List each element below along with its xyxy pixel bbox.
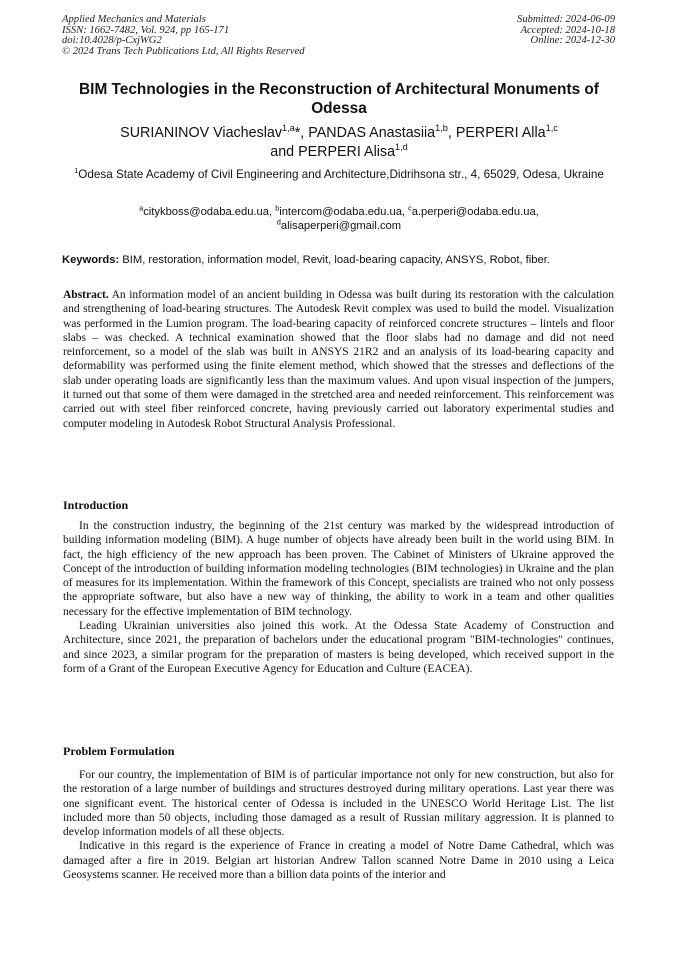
- copyright: © 2024 Trans Tech Publications Ltd, All Rights Reserved: [62, 45, 305, 57]
- author-separator: ,: [300, 125, 309, 141]
- journal-header-left: [62, 15, 305, 57]
- corresponding-star: *: [294, 125, 301, 141]
- abstract-paragraph: [63, 288, 614, 431]
- author-name: PERPERI Alla: [455, 125, 546, 141]
- author-name: PANDAS Anastasiia: [308, 125, 436, 141]
- affiliation: [60, 168, 618, 183]
- email-address: alisaperperi@gmail.com: [280, 220, 402, 232]
- keywords-label: Keywords:: [62, 254, 120, 266]
- paper-title: BIM Technologies in the Reconstruction of Architectural Monuments of Odessa: [79, 81, 599, 117]
- journal-name: Applied Mechanics and Materials: [62, 14, 206, 25]
- email-sup: c: [408, 204, 412, 213]
- accepted-date: Accepted: 2024-10-18: [520, 24, 615, 36]
- author-name: SURIANINOV Viacheslav: [120, 125, 282, 141]
- issn-volume: ISSN: 1662-7482, Vol. 924, pp 165-171: [62, 24, 230, 36]
- email-address: a.perperi@odaba.edu.ua,: [411, 206, 539, 218]
- journal-header-right: [517, 15, 615, 47]
- author-affil-sup: 1,c: [545, 123, 558, 134]
- section-heading-problem-formulation: Problem Formulation: [63, 744, 175, 758]
- body-paragraph: In the construction industry, the beginning of the 21st century was marked by the widespread introduction of building information modeling (BIM). A huge number of objects have already been built in the world using BIM. In fact, the high efficiency of the new approach has been proven. The Cabinet of Ministers of Ukraine approved the Concept of the introduction of building information modeling technologies (BIM technologies) in Ukraine and the plan of measures for its implementation. Within the framework of this Concept, specialists are trained who not only possess the appropriate software, but also have a new way of thinking, the ability to work in a team and other qualities necessary for the effective implementation of BIM technology.: [63, 520, 614, 618]
- body-paragraph: For our country, the implementation of BIM is of particular importance not only for new construction, but also for the restoration of a large number of buildings and structures destroyed during military operations. Last year there was one significant event. The historical center of Odessa is included in the UNESCO World Heritage List. The list included more than 50 objects, including those damaged as a result of Russian military aggression. It is planned to develop information models of all these objects.: [63, 769, 614, 839]
- email-address: citykboss@odaba.edu.ua,: [143, 206, 276, 218]
- abstract: [63, 288, 614, 431]
- submitted-date: Submitted: 2024-06-09: [517, 14, 615, 25]
- author-affil-sup: 1,b: [435, 123, 448, 134]
- doi: doi:10.4028/p-CxjWG2: [62, 35, 162, 47]
- author-name: PERPERI Alisa: [298, 144, 396, 160]
- section-heading-introduction: Introduction: [63, 498, 129, 512]
- affiliation-sup: 1: [74, 166, 79, 176]
- online-date: Online: 2024-12-30: [530, 35, 615, 47]
- email-sup: a: [139, 204, 144, 213]
- author-affil-sup: 1,d: [395, 142, 408, 153]
- email-address: intercom@odaba.edu.ua,: [279, 206, 409, 218]
- author-emails: [60, 205, 618, 233]
- abstract-text: An information model of an ancient building in Odessa was built during its restoration with the calculation and strengthening of load-bearing structures. The Autodesk Revit complex was used to build the model. Visualization was performed in the Lumion program. The load-bearing capacity of reinforced concrete structures – lintels and floor slabs – was checked. A technical examination showed that the floor slabs had no damage and did not need reinforcement, so a model of the slab was built in ANSYS 21R2 and an analysis of its load-bearing capacity and deformability was performed using the finite element method, which showed that the stresses and deflections of the slab under operating loads are significantly less than the maximum values. And upon visual inspection of the jumpers, it turned out that some of them were damaged in the stretched area and needed reinforcement. This reinforcement was carried out with steel fiber reinforced concrete, having previously carried out laboratory experimental studies and computer modeling in Autodesk Robot Structural Analysis Professional.: [63, 289, 614, 430]
- keywords: [62, 253, 622, 267]
- abstract-label: Abstract.: [63, 289, 109, 301]
- body-paragraph: Indicative in this regard is the experience of France in creating a model of Notre Dame Cathedral, which was damaged after a fire in 2019. Belgian art historian Andrew Tallon scanned Notre Dame in 2010 using a Leica Geosystems scanner. He received more than a billion data points of the interior and: [63, 840, 614, 881]
- author-and: and: [270, 144, 295, 160]
- problem-formulation-body: [63, 768, 614, 882]
- body-paragraph: Leading Ukrainian universities also joined this work. At the Odessa State Academy of Construction and Architecture, since 2021, the preparation of bachelors under the educational program "BIM-technologies" continues, and since 2023, a similar program for the preparation of masters is being developed, which received support in the form of a Grant of the European Executive Agency for Education and Culture (EACEA).: [63, 619, 614, 675]
- author-affil-sup: 1,a: [282, 123, 295, 134]
- author-separator: ,: [447, 125, 456, 141]
- introduction-body: [63, 519, 614, 676]
- keywords-text: BIM, restoration, information model, Revit, load-bearing capacity, ANSYS, Robot, fiber.: [119, 254, 550, 266]
- affiliation-text: Odesa State Academy of Civil Engineering and Architecture,Didrihsona str., 4, 65029, Odesa, Ukraine: [78, 168, 604, 181]
- author-list: [60, 124, 618, 162]
- email-sup: d: [276, 218, 281, 227]
- email-sup: b: [275, 204, 280, 213]
